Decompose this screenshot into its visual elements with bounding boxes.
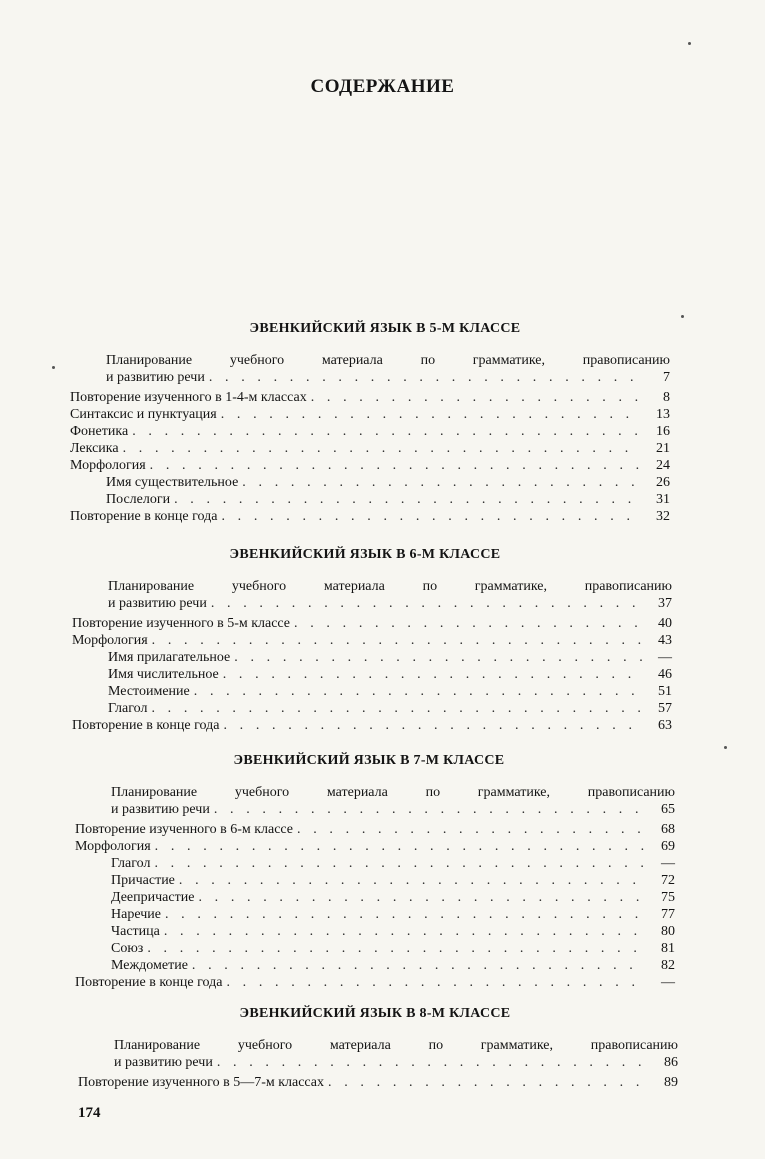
toc-entry: Послелоги . . . 31 bbox=[70, 491, 670, 508]
toc-entry: Междометие . . . 82 bbox=[75, 957, 675, 974]
toc-entry-plan: и развитию речи . . . 86 bbox=[78, 1054, 678, 1071]
toc-section-grade-8 bbox=[78, 1005, 678, 1091]
print-speck bbox=[681, 315, 684, 318]
toc-entry: Фонетика . . . 16 bbox=[70, 423, 670, 440]
toc-entry: Повторение изученного в 5-м классе . . . 40 bbox=[72, 615, 672, 632]
toc-entry: Повторение изученного в 1-4-м классах . . . 8 bbox=[70, 389, 670, 406]
toc-entry: Морфология . . . 24 bbox=[70, 457, 670, 474]
toc-entry: Глагол . . . — bbox=[75, 855, 675, 872]
section-heading: ЭВЕНКИЙСКИЙ ЯЗЫК В 6-М КЛАССЕ bbox=[229, 547, 501, 562]
toc-entry: Морфология . . . 69 bbox=[75, 838, 675, 855]
print-speck bbox=[52, 366, 55, 369]
toc-entry: Синтаксис и пунктуация . . . 13 bbox=[70, 406, 670, 423]
toc-entry: Повторение изученного в 6-м классе . . . 68 bbox=[75, 821, 675, 838]
toc-entry: Имя числительное . . . 46 bbox=[72, 666, 672, 683]
section-heading: ЭВЕНКИЙСКИЙ ЯЗЫК В 5-М КЛАССЕ bbox=[249, 321, 521, 336]
toc-entry: Местоимение . . . 51 bbox=[72, 683, 672, 700]
toc-entry: Повторение в конце года . . . 63 bbox=[72, 717, 672, 734]
toc-entry: Частица . . . 80 bbox=[75, 923, 675, 940]
plan-entry-line1: Планирование учебного материала по грамматике, правописанию bbox=[114, 1038, 678, 1053]
page-number: 174 bbox=[78, 1105, 101, 1121]
toc-entry: Имя существительное . . . 26 bbox=[70, 474, 670, 491]
toc-entry: Повторение в конце года . . . — bbox=[75, 974, 675, 991]
toc-entry: Наречие . . . 77 bbox=[75, 906, 675, 923]
toc-entry: Морфология . . . 43 bbox=[72, 632, 672, 649]
toc-entry-plan: и развитию речи . . . 37 bbox=[72, 595, 672, 612]
toc-entry: Союз . . . 81 bbox=[75, 940, 675, 957]
toc-entry-plan: и развитию речи . . . 7 bbox=[70, 369, 670, 386]
toc-section-grade-5 bbox=[70, 320, 670, 525]
toc-entry: Повторение в конце года . . . 32 bbox=[70, 508, 670, 525]
section-heading: ЭВЕНКИЙСКИЙ ЯЗЫК В 7-М КЛАССЕ bbox=[233, 753, 505, 768]
toc-entry: Причастие . . . 72 bbox=[75, 872, 675, 889]
toc-entry: Имя прилагательное . . . — bbox=[72, 649, 672, 666]
section-heading: ЭВЕНКИЙСКИЙ ЯЗЫК В 8-М КЛАССЕ bbox=[239, 1006, 511, 1021]
toc-entry: Лексика . . . 21 bbox=[70, 440, 670, 457]
print-speck bbox=[688, 42, 691, 45]
plan-entry-line1: Планирование учебного материала по грамматике, правописанию bbox=[108, 579, 672, 594]
toc-section-grade-7 bbox=[75, 752, 675, 991]
toc-entry: Деепричастие . . . 75 bbox=[75, 889, 675, 906]
plan-entry-line1: Планирование учебного материала по грамматике, правописанию bbox=[111, 785, 675, 800]
toc-entry: Повторение изученного в 5—7-м классах . . . 89 bbox=[78, 1074, 678, 1091]
print-speck bbox=[724, 746, 727, 749]
toc-entry-plan: и развитию речи . . . 65 bbox=[75, 801, 675, 818]
toc-section-grade-6 bbox=[72, 546, 672, 734]
toc-entry: Глагол . . . 57 bbox=[72, 700, 672, 717]
page-title: СОДЕРЖАНИЕ bbox=[310, 76, 455, 97]
plan-entry-line1: Планирование учебного материала по грамматике, правописанию bbox=[106, 353, 670, 368]
